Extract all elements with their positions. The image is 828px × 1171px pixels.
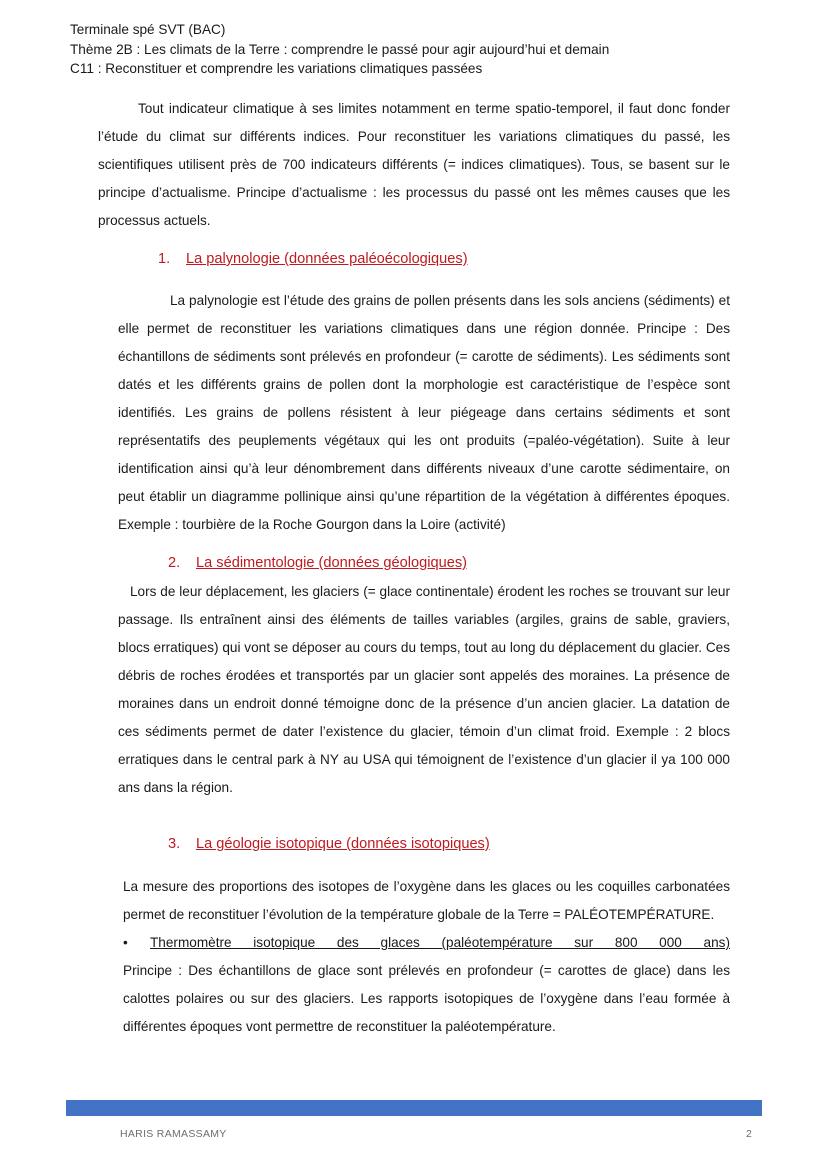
header-chapter: C11 : Reconstituer et comprendre les variations climatiques passées bbox=[70, 61, 483, 76]
section-1-heading bbox=[158, 251, 468, 267]
document-header bbox=[70, 20, 609, 79]
footer-bar bbox=[66, 1100, 762, 1116]
section-2-paragraph: Lors de leur déplacement, les glaciers (= glace continentale) érodent les roches se trouvant sur leur passage. Ils entraînent ainsi des éléments de tailles variables (argiles, grains de sable, graviers, blocs erratiques) qui vont se déposer au cours du temps, tout au long du déplacement du glacier. Ces débris de roches érodées et transportés par un glacier sont appelés des moraines. La présence de moraines dans un endroit donné témoigne donc de la présence d’un ancien glacier. La datation de ces sédiments permet de dater l’existence du glacier, témoin d’un climat froid. Exemple : 2 blocs erratiques dans le central park à NY au USA qui témoignent de l’existence d’un glacier il ya 100 000 ans dans la région. bbox=[118, 584, 730, 795]
intro-paragraph: Tout indicateur climatique à ses limites notamment en terme spatio-temporel, il faut donc fonder l’étude du climat sur différents indices. Pour reconstituer les variations climatiques du passé, les scientifiques utilisent près de 700 indicateurs différents (= indices climatiques). Tous, se basent sur le principe d’actualisme. Principe d’actualisme : les processus du passé ont les mêmes causes que les processus actuels. bbox=[98, 101, 730, 228]
bullet-symbol: • bbox=[123, 935, 128, 950]
section-3-paragraph: La mesure des proportions des isotopes de l’oxygène dans les glaces ou les coquilles carbonatées permet de reconstituer l’évolution de la température globale de la Terre = PALÉOTEMPÉRATURE. bbox=[123, 879, 730, 922]
section-3-heading bbox=[168, 836, 490, 852]
section-1-number: 1. bbox=[158, 251, 171, 267]
section-2-title: La sédimentologie (données géologiques) bbox=[196, 555, 467, 571]
bullet-text: Thermomètre isotopique des glaces (paléotempérature sur 800 000 ans) bbox=[150, 935, 730, 950]
section-3-title: La géologie isotopique (données isotopiques) bbox=[196, 836, 490, 852]
footer-author: HARIS RAMASSAMY bbox=[120, 1128, 227, 1140]
header-course: Terminale spé SVT (BAC) bbox=[70, 22, 226, 37]
section-2-heading bbox=[168, 555, 467, 571]
section-3-number: 3. bbox=[168, 836, 181, 852]
section-1-paragraph: La palynologie est l’étude des grains de pollen présents dans les sols anciens (sédiments) et elle permet de reconstituer les variations climatiques dans une région donnée. Principe : Des échantillons de sédiments sont prélevés en profondeur (= carotte de sédiments). Les sédiments sont datés et les différents grains de pollen dont la morphologie est caractéristique de l’espèce sont identifiés. Les grains de pollens résistent à leur piégeage dans certains sédiments et sont représentatifs des peuplements végétaux qui les ont produits (=paléo-végétation). Suite à leur identification ainsi qu’à leur dénombrement dans différents niveaux d’une carotte sédimentaire, on peut établir un diagramme pollinique ainsi qu’une répartition de la végétation à différentes époques. Exemple : tourbière de la Roche Gourgon dans la Loire (activité) bbox=[118, 293, 730, 532]
bullet-item bbox=[123, 929, 730, 957]
page-number: 2 bbox=[746, 1128, 752, 1140]
header-theme: Thème 2B : Les climats de la Terre : comprendre le passé pour agir aujourd’hui et demain bbox=[70, 41, 610, 57]
section-1-title: La palynologie (données paléoécologiques) bbox=[186, 251, 468, 267]
section-3-principle: Principe : Des échantillons de glace sont prélevés en profondeur (= carottes de glace) dans les calottes polaires ou sur des glaciers. Les rapports isotopiques de l’oxygène dans l’eau formée à différentes époques vont permettre de reconstituer la paléotempérature. bbox=[123, 963, 730, 1034]
section-2-number: 2. bbox=[168, 555, 181, 571]
